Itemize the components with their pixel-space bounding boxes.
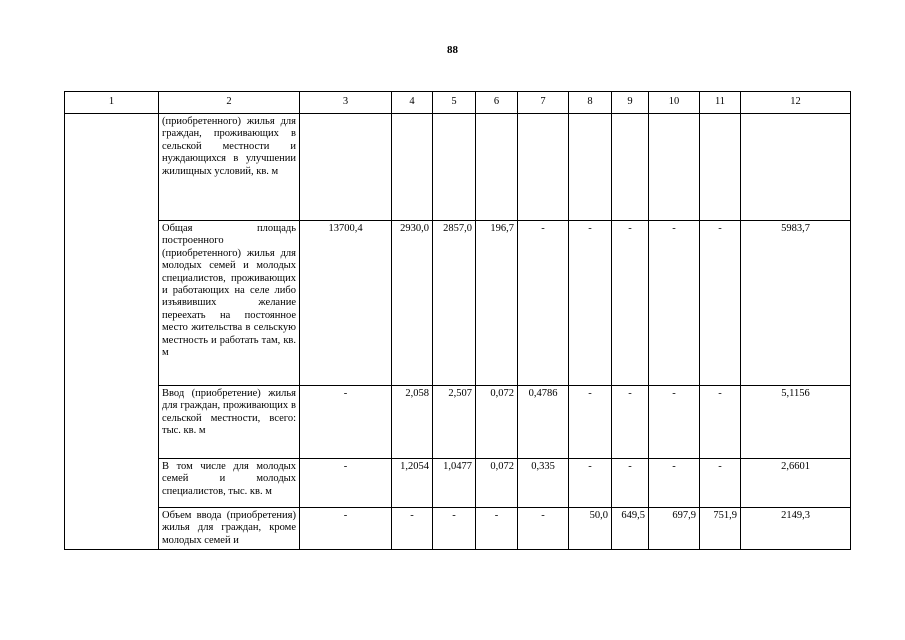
table-row	[65, 386, 851, 459]
row-description: (приобретенного) жилья для граждан, проживающих в сельской местности и нуждающихся в улучшении жилищных условий, кв. м	[159, 114, 300, 221]
table-cell: 2149,3	[741, 508, 851, 550]
table-cell	[649, 114, 700, 221]
column-header: 11	[700, 92, 741, 114]
column-header: 5	[433, 92, 476, 114]
table-cell: -	[612, 459, 649, 508]
table-cell	[300, 114, 392, 221]
table-cell: 2,6601	[741, 459, 851, 508]
table-cell: 751,9	[700, 508, 741, 550]
table-cell: -	[476, 508, 518, 550]
table-cell: 0,4786	[518, 386, 569, 459]
table-row	[65, 114, 851, 221]
table-cell: 0,072	[476, 459, 518, 508]
header-row	[65, 92, 851, 114]
table-cell: 5,1156	[741, 386, 851, 459]
table-cell: -	[300, 459, 392, 508]
table-cell: -	[700, 221, 741, 386]
table-cell: 1,2054	[392, 459, 433, 508]
table-cell	[476, 114, 518, 221]
table-cell: -	[518, 508, 569, 550]
table-cell: 697,9	[649, 508, 700, 550]
table-cell	[392, 114, 433, 221]
table-cell: 2,058	[392, 386, 433, 459]
table-row	[65, 508, 851, 550]
table-cell: 2,507	[433, 386, 476, 459]
column-header: 8	[569, 92, 612, 114]
table-cell: 2857,0	[433, 221, 476, 386]
column-header: 7	[518, 92, 569, 114]
table-cell: 50,0	[569, 508, 612, 550]
table-cell	[612, 114, 649, 221]
table-cell: 2930,0	[392, 221, 433, 386]
table-cell: -	[300, 508, 392, 550]
column-header: 6	[476, 92, 518, 114]
table-cell: 196,7	[476, 221, 518, 386]
merged-column-1-cell	[65, 114, 159, 550]
table-cell	[433, 114, 476, 221]
table-cell: -	[649, 221, 700, 386]
table-cell: -	[518, 221, 569, 386]
column-header: 4	[392, 92, 433, 114]
table-row	[65, 221, 851, 386]
table-cell: -	[612, 221, 649, 386]
column-header: 2	[159, 92, 300, 114]
column-header: 3	[300, 92, 392, 114]
table-cell: 13700,4	[300, 221, 392, 386]
table-cell: -	[569, 386, 612, 459]
page-number: 88	[447, 44, 458, 56]
table-cell: -	[612, 386, 649, 459]
table-cell	[741, 114, 851, 221]
column-header: 12	[741, 92, 851, 114]
table-cell: -	[649, 459, 700, 508]
table-cell: 5983,7	[741, 221, 851, 386]
table-cell: 649,5	[612, 508, 649, 550]
table-cell: -	[392, 508, 433, 550]
table-row	[65, 459, 851, 508]
row-description: Ввод (приобретение) жилья для граждан, проживающих в сельской местности, всего: тыс. кв. м	[159, 386, 300, 459]
table-cell: -	[700, 386, 741, 459]
table-cell: 1,0477	[433, 459, 476, 508]
table-cell	[700, 114, 741, 221]
row-description: Объем ввода (приобретения) жилья для граждан, кроме молодых семей и	[159, 508, 300, 550]
table-cell: -	[700, 459, 741, 508]
table-cell	[518, 114, 569, 221]
row-description: В том числе для молодых семей и молодых специалистов, тыс. кв. м	[159, 459, 300, 508]
table-cell: -	[300, 386, 392, 459]
table-cell: 0,335	[518, 459, 569, 508]
table-cell: 0,072	[476, 386, 518, 459]
column-header: 1	[65, 92, 159, 114]
table-cell: -	[569, 459, 612, 508]
row-description: Общая площадь построенного (приобретенного) жилья для молодых семей и молодых специалистов, проживающих и работающих на селе либо изъявивших желание переехать на постоянное место жительства в сельскую местность и работать там, кв. м	[159, 221, 300, 386]
data-table	[64, 91, 851, 550]
table-cell: -	[649, 386, 700, 459]
table-cell: -	[433, 508, 476, 550]
table-cell: -	[569, 221, 612, 386]
column-header: 10	[649, 92, 700, 114]
table-cell	[569, 114, 612, 221]
column-header: 9	[612, 92, 649, 114]
